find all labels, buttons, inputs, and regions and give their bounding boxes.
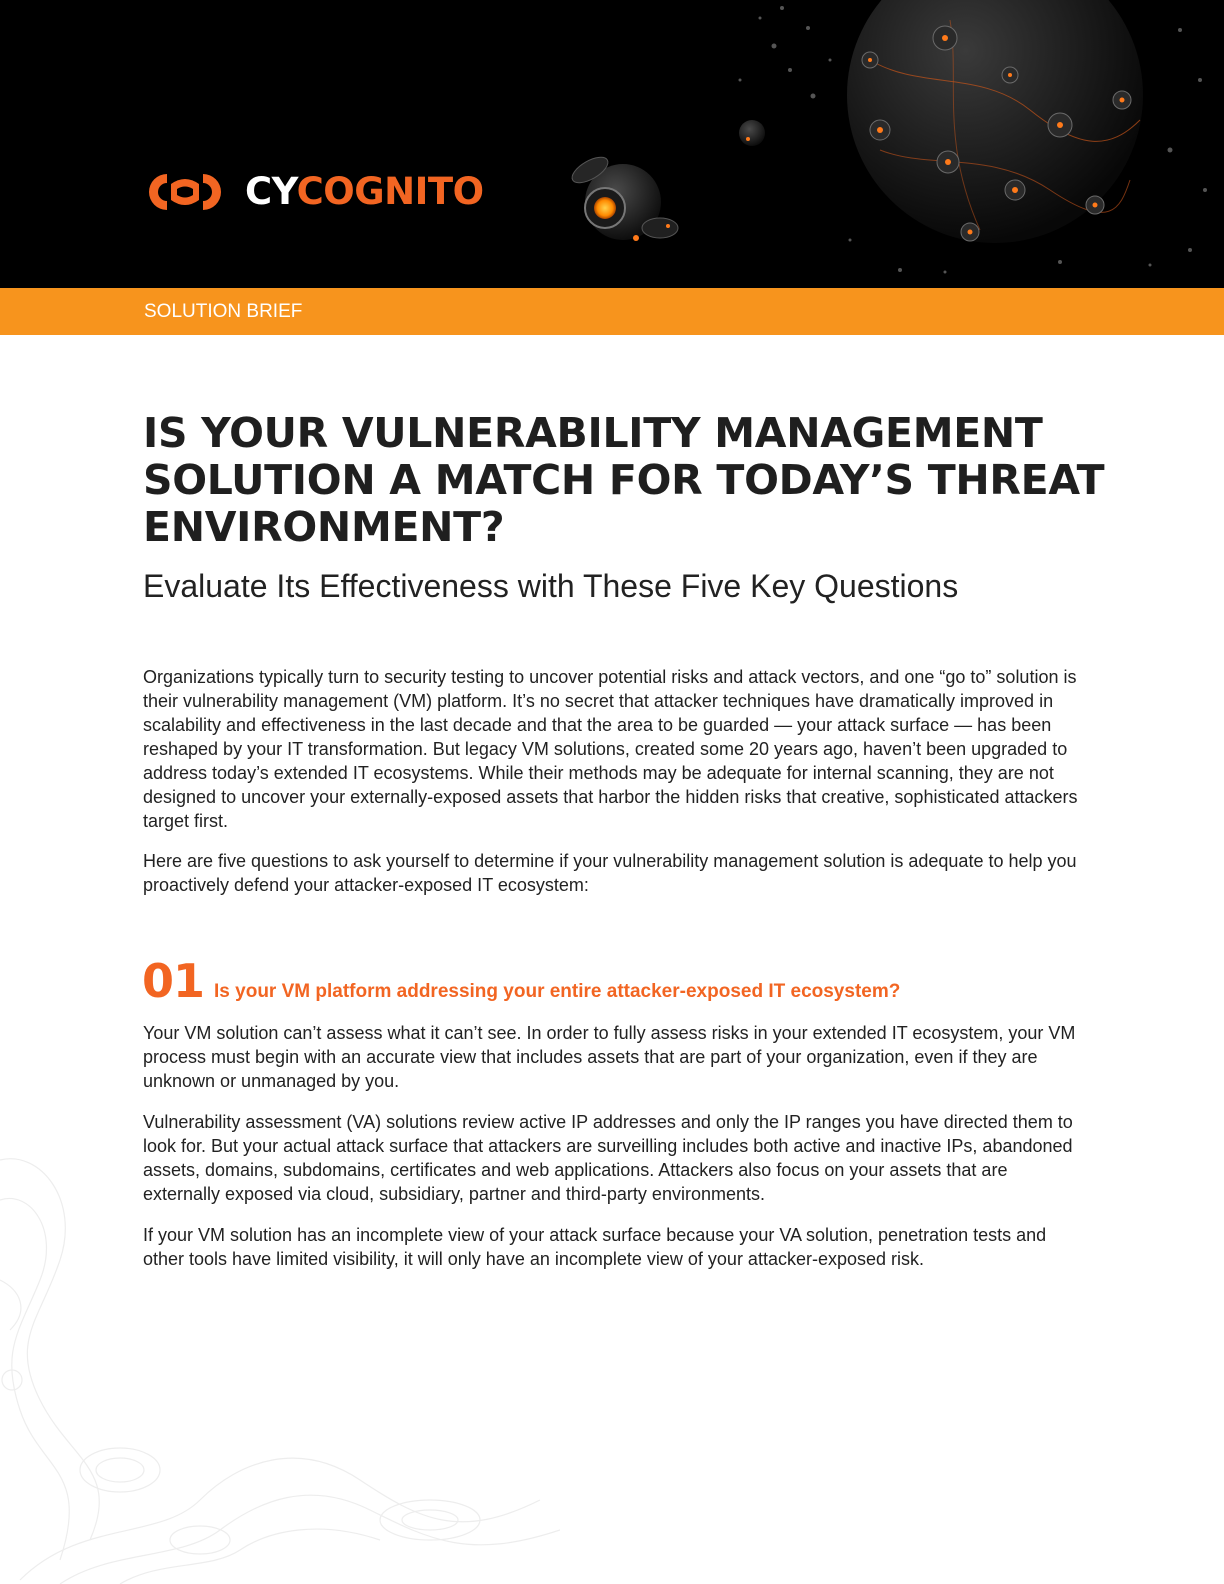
question-heading (142, 953, 1082, 1009)
cycognito-mark-icon (147, 172, 223, 212)
cycognito-logo (147, 172, 484, 212)
document-title: IS YOUR VULNERABILITY MANAGEMENT SOLUTION A MATCH FOR TODAY’S THREAT ENVIRONMENT? (143, 409, 1105, 551)
solution-brief-label: SOLUTION BRIEF (144, 301, 303, 322)
question-number: 01 (142, 954, 205, 1008)
question-paragraph: Your VM solution can’t assess what it can’t see. In order to fully assess risks in your extended IT ecosystem, your VM process must begin with an accurate view that includes assets that are part of your organization, even if they are unknown or unmanaged by you. (143, 1023, 1076, 1091)
intro-paragraph: Here are five questions to ask yourself to determine if your vulnerability management solution is adequate to help you proactively defend your attacker-exposed IT ecosystem: (143, 851, 1077, 895)
question-paragraph: If your VM solution has an incomplete view of your attack surface because your VA solution, penetration tests and other tools have limited visibility, it will only have an incomplete view of your attacker-exposed risk. (143, 1225, 1047, 1269)
brand-name-cy: CY (245, 170, 297, 213)
solution-brief-bar (0, 288, 1224, 335)
planet-illustration (0, 0, 1224, 288)
brand-name-cognito: COGNITO (296, 170, 484, 213)
document-subtitle: Evaluate Its Effectiveness with These Five Key Questions (143, 568, 959, 604)
question-text: Is your VM platform addressing your entire attacker-exposed IT ecosystem? (214, 981, 901, 1002)
topographic-pattern (0, 1140, 560, 1584)
hero-banner (0, 0, 1224, 288)
brand-wordmark (245, 172, 484, 212)
question-paragraph: Vulnerability assessment (VA) solutions review active IP addresses and only the IP ranges you have directed them to look for. But your actual attack surface that attackers are surveilling includes both active and inactive IPs, abandoned assets, domains, subdomains, certificates and web applications. Attackers also focus on your assets that are externally exposed via cloud, subsidiary, partner and third-party environments. (143, 1112, 1073, 1204)
intro-paragraph: Organizations typically turn to security testing to uncover potential risks and attack vectors, and one “go to” solution is their vulnerability management (VM) platform. It’s no secret that attacker techniques have dramatically improved in scalability and effectiveness in the last decade and that the area to be guarded — your attack surface — has been reshaped by your IT transformation. But legacy VM solutions, created some 20 years ago, haven’t been upgraded to address today’s extended IT ecosystems. While their methods may be adequate for internal scanning, they are not designed to uncover your externally-exposed assets that harbor the hidden risks that creative, sophisticated attackers target first. (143, 667, 1078, 831)
